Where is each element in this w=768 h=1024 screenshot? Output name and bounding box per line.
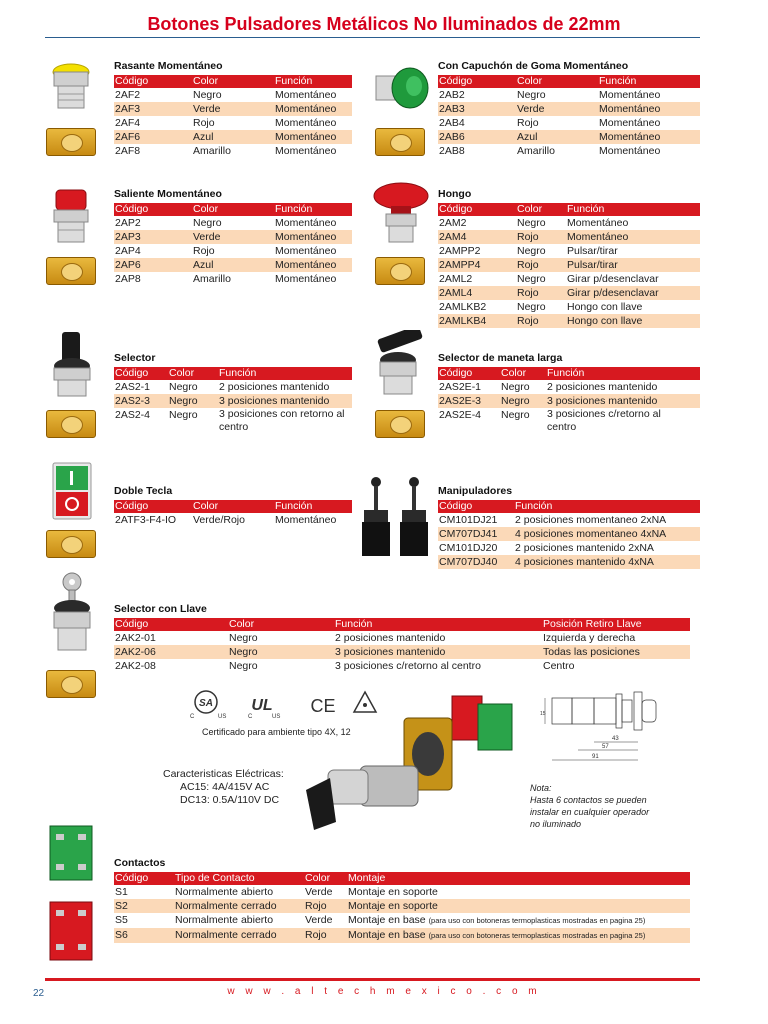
table-row: 2AMPP4 Rojo Pulsar/tirar: [438, 258, 700, 272]
header-color: Color: [516, 75, 598, 88]
header-funcion: Función: [598, 75, 700, 88]
dimension-57-label: 57: [602, 744, 609, 750]
long-handle-selector-image: [372, 330, 430, 403]
table-row: 2AF2 Negro Momentáneo: [115, 89, 337, 101]
mounting-base-image: [375, 410, 425, 438]
section-rasante: [114, 60, 352, 158]
header-codigo: Código: [114, 203, 192, 216]
spec-table: [438, 500, 700, 569]
spec-table: [114, 367, 352, 434]
section-contactos: [114, 857, 690, 943]
section-hongo: [438, 188, 700, 328]
red-contact-block-image: [46, 898, 96, 969]
table-row: 2AP2 Negro Momentáneo: [115, 217, 337, 229]
table-row: 2AP3 Verde Momentáneo: [114, 230, 352, 244]
spec-table: [114, 500, 352, 527]
selector-switch-image: [50, 330, 94, 403]
dimension-drawing: [538, 690, 672, 771]
section-selector-llave: [114, 603, 690, 673]
header-codigo: Código: [438, 500, 514, 513]
table-row: 2AMLKB4 Rojo Hongo con llave: [438, 314, 700, 328]
mounting-base-image: [46, 410, 96, 438]
section-title: Selector con Llave: [114, 603, 207, 615]
table-row: 2AS2E-4 Negro 3 posiciones c/retorno al centro: [439, 408, 661, 433]
green-contact-block-image: [46, 822, 96, 889]
table-row: 2AF8 Amarillo Momentáneo: [115, 145, 337, 157]
dimension-43-label: 43: [612, 736, 619, 742]
header-funcion: Función: [334, 618, 542, 631]
table-row: 2AP4 Rojo Momentáneo: [115, 245, 337, 257]
mounting-note: (para uso con botoneras termoplasticas mostradas en pagina 25): [428, 931, 646, 940]
header-color: Color: [228, 618, 334, 631]
section-doble-tecla: [114, 485, 352, 527]
table-row: 2AP8 Amarillo Momentáneo: [115, 273, 337, 285]
table-row: S2 Normalmente cerrado Rojo Montaje en soporte: [114, 899, 690, 913]
table-row: 2AM2 Negro Momentáneo: [439, 217, 629, 229]
joystick-image: [358, 476, 434, 565]
header-codigo: Código: [438, 367, 500, 380]
csa-us-mark: US: [218, 714, 227, 720]
header-funcion: Función: [514, 500, 700, 513]
section-title: Contactos: [114, 857, 166, 869]
ul-us-mark: US: [272, 714, 281, 720]
header-codigo: Código: [114, 75, 192, 88]
table-row: 2AML2 Negro Girar p/desenclavar: [439, 273, 659, 285]
electrical-ac: AC15: 4A/415V AC: [180, 781, 270, 793]
ul-logo: [248, 697, 280, 720]
mounting-note: (para uso con botoneras termoplasticas mostradas en pagina 25): [428, 916, 646, 925]
table-row: 2AB8 Amarillo Momentáneo: [439, 145, 661, 157]
spec-table: [114, 618, 690, 673]
section-title: Hongo: [438, 188, 472, 200]
rubber-boot-button-image: [374, 64, 430, 117]
header-codigo: Código: [114, 500, 192, 513]
section-title: Saliente Momentáneo: [114, 188, 222, 200]
mounting-base-image: [46, 530, 96, 558]
header-funcion: Función: [274, 75, 352, 88]
ul-logo-text: UL: [251, 697, 273, 714]
table-row: CM101DJ21 2 posiciones momentaneo 2xNA: [439, 514, 667, 526]
page-number: 22: [33, 988, 45, 999]
header-codigo: Código: [438, 75, 516, 88]
table-row: 2AP6 Azul Momentáneo: [114, 258, 352, 272]
mounting-base-image: [375, 128, 425, 156]
ul-c-mark: C: [248, 714, 253, 720]
table-row: S5 Normalmente abierto Verde Montaje en base (para uso con botoneras termoplasticas mostradas en pagina 25): [115, 914, 646, 926]
header-tipo-contacto: Tipo de Contacto: [174, 872, 304, 885]
header-color: Color: [516, 203, 566, 216]
table-row: 2AS2-3 Negro 3 posiciones mantenido: [114, 394, 352, 408]
header-funcion: Función: [274, 203, 352, 216]
section-title: Rasante Momentáneo: [114, 60, 223, 72]
section-title: Selector: [114, 352, 156, 364]
mounting-base-image: [46, 257, 96, 285]
double-button-image: [52, 462, 92, 525]
section-selector: [114, 352, 352, 434]
title-divider: [45, 37, 700, 38]
header-posicion-retiro: Posición Retiro Llave: [542, 618, 690, 631]
table-row: 2AK2-01 Negro 2 posiciones mantenido Izquierda y derecha: [115, 632, 636, 644]
header-funcion: Función: [218, 367, 352, 380]
electrical-characteristics: [163, 768, 284, 807]
mounting-base-image: [375, 257, 425, 285]
header-codigo: Código: [114, 618, 228, 631]
table-row: 2AB3 Verde Momentáneo: [438, 102, 700, 116]
table-row: 2AF6 Azul Momentáneo: [114, 130, 352, 144]
header-color: Color: [192, 500, 274, 513]
header-montaje: Montaje: [347, 872, 690, 885]
extended-button-image: [50, 188, 92, 249]
table-row: 2AMLKB2 Negro Hongo con llave: [439, 301, 643, 313]
header-funcion: Función: [546, 367, 700, 380]
section-title: Doble Tecla: [114, 485, 173, 497]
exploded-assembly-image: [300, 690, 530, 860]
website-link[interactable]: w w w . a l t e c h m e x i c o . c o m: [227, 986, 541, 997]
table-row: 2AML4 Rojo Girar p/desenclavar: [438, 286, 700, 300]
section-title: Selector de maneta larga: [438, 352, 563, 364]
section-saliente: [114, 188, 352, 286]
table-row: 2AB6 Azul Momentáneo: [438, 130, 700, 144]
dimension-91-label: 91: [592, 754, 599, 760]
header-funcion: Función: [566, 203, 700, 216]
spec-table: [438, 75, 700, 158]
table-row: 2AB2 Negro Momentáneo: [439, 89, 661, 101]
electrical-title: Caracteristicas Eléctricas:: [163, 768, 284, 780]
table-row: 2AS2E-1 Negro 2 posiciones mantenido: [439, 381, 658, 393]
dimension-height-label: 15: [540, 711, 546, 717]
note-label: Nota:: [530, 783, 552, 793]
table-row: CM101DJ20 2 posiciones mantenido 2xNA: [439, 542, 654, 554]
mounting-base-image: [46, 128, 96, 156]
mounting-base-image: [46, 670, 96, 698]
header-color: Color: [500, 367, 546, 380]
header-codigo: Código: [114, 872, 174, 885]
table-row: 2AMPP2 Negro Pulsar/tirar: [439, 245, 618, 257]
spec-table: [114, 75, 352, 158]
ce-logo-text: CE: [310, 696, 336, 716]
table-row: CM707DJ41 4 posiciones momentaneo 4xNA: [438, 527, 700, 541]
header-color: Color: [192, 203, 274, 216]
header-color: Color: [168, 367, 218, 380]
certification-text: Certificado para ambiente tipo 4X, 12: [202, 727, 351, 737]
section-manipuladores: [438, 485, 700, 569]
flush-button-image: [50, 62, 92, 119]
csa-logo-text: SA: [199, 698, 213, 709]
table-row: 2AF3 Verde Momentáneo: [114, 102, 352, 116]
table-row: 2AB4 Rojo Momentáneo: [439, 117, 661, 129]
table-row: 2AS2-1 Negro 2 posiciones mantenido: [115, 381, 330, 393]
note-text: Hasta 6 contactos se pueden instalar en cualquier operador no iluminado: [530, 795, 650, 829]
table-row: S6 Normalmente cerrado Rojo Montaje en base (para uso con botoneras termoplasticas mostradas en pagina 25): [114, 928, 690, 943]
header-color: Color: [192, 75, 274, 88]
spec-table: [114, 203, 352, 286]
spec-table: [438, 203, 700, 328]
table-row: 2AK2-08 Negro 3 posiciones c/retorno al centro Centro: [115, 660, 575, 672]
footer-divider: [45, 978, 700, 981]
csa-c-mark: C: [190, 714, 195, 720]
table-row: 2AK2-06 Negro 3 posiciones mantenido Todas las posiciones: [114, 645, 690, 659]
table-row: 2AF4 Rojo Momentáneo: [115, 117, 337, 129]
mushroom-button-image: [372, 182, 430, 249]
table-row: 2AS2E-3 Negro 3 posiciones mantenido: [438, 394, 700, 408]
section-title: Manipuladores: [438, 485, 513, 497]
section-capuchon: [438, 60, 700, 158]
table-row: 2AS2-4 Negro 3 posiciones con retorno al centro: [115, 408, 345, 433]
header-codigo: Código: [438, 203, 516, 216]
electrical-dc: DC13: 0.5A/110V DC: [180, 794, 280, 806]
spec-table: [438, 367, 700, 434]
table-row: CM707DJ40 4 posiciones mantenido 4xNA: [438, 555, 700, 569]
csa-logo: [190, 691, 226, 720]
note: [530, 782, 650, 830]
section-title: Con Capuchón de Goma Momentáneo: [438, 60, 629, 72]
table-row: S1 Normalmente abierto Verde Montaje en soporte: [115, 886, 438, 898]
spec-table: [114, 872, 690, 943]
header-codigo: Código: [114, 367, 168, 380]
section-selector-larga: [438, 352, 700, 434]
header-color: Color: [304, 872, 347, 885]
table-row: 2AM4 Rojo Momentáneo: [438, 230, 700, 244]
page-title: Botones Pulsadores Metálicos No Iluminados de 22mm: [147, 14, 621, 34]
key-selector-image: [50, 572, 96, 667]
header-funcion: Función: [274, 500, 352, 513]
table-row: 2ATF3-F4-IO Verde/Rojo Momentáneo: [115, 514, 337, 526]
